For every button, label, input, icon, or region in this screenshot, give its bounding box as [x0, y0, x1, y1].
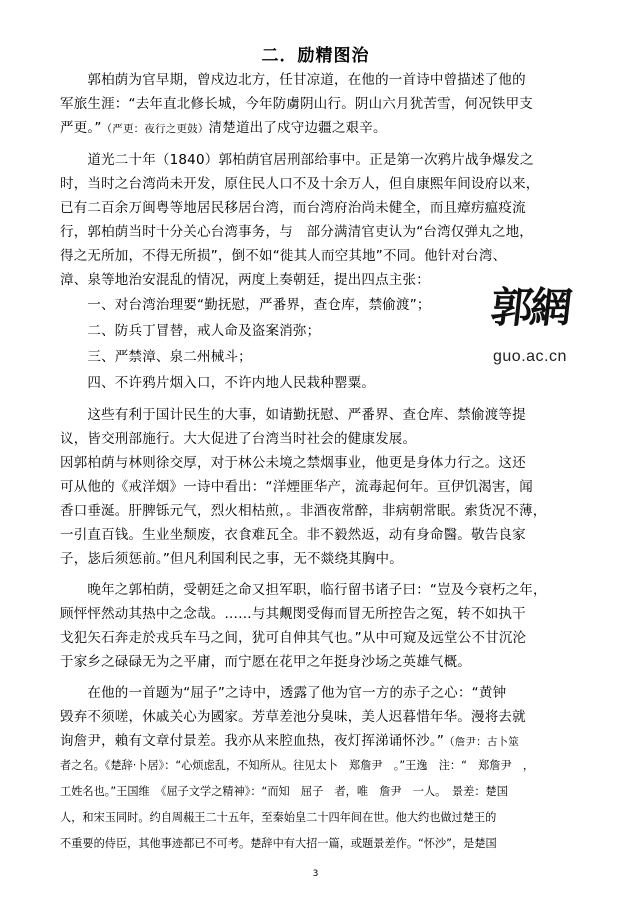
- text-line: 四、不许鸦片烟入口，不许内地人民栽种罂粟。: [60, 375, 376, 391]
- section-heading: 二．励精图治: [261, 46, 370, 66]
- text-line: 因郭柏荫与林则徐交厚，对于林公未境之禁烟事业，他更是身体力行之。这还: [60, 455, 526, 471]
- text-line: 者之名。《楚辞·卜居》：“心烦虑乱，不知所从。往见太卜 郑詹尹 。”王逸 注：“ 郑詹尹 ，: [60, 759, 535, 772]
- text-line: 道光二十年（1840）郭柏荫官居刑部给事中。正是第一次鸦片战争爆发之: [60, 152, 534, 168]
- text-line: 毁弃不须嗟，休戚关心为國家。芳草差池分臭味，美人迟暮惜年华。漫将去就: [60, 709, 526, 725]
- line-tail: 清楚道出了戍守边疆之艰辛。: [208, 120, 387, 136]
- text-line: 在他的一首题为“屈子”之诗中，透露了他为官一方的赤子之心：“黄钟: [60, 685, 507, 701]
- text-line: 顾怦怦然动其热中之念哉。……与其觍閔受侮而冒无所控告之冤，转不如执干: [60, 606, 526, 622]
- text-line: 可从他的《戒洋烟》一诗中看出：“洋煙匪华产，流毒起何年。亘伊饥渴害，闻: [60, 479, 533, 495]
- text-line: 得之无所加，不得无所损”，倒不如“徙其人而空其地”不同。他针对台湾、: [60, 248, 507, 264]
- line-text: 严更。”: [60, 120, 102, 136]
- page-number: 3: [312, 869, 319, 879]
- text-line: 郭柏荫为官早期，曾戍边北方，任甘凉道，在他的一首诗中曾描述了他的: [60, 72, 526, 88]
- text-line: 军旅生涯：“去年直北修长城，今年防虜阴山行。阴山六月犹苦雪，何况铁甲支: [60, 96, 533, 112]
- text-line: 戈犯矢石奔走於戎兵车马之间，犹可自伸其气也。”从中可窥及远堂公不甘沉沦: [60, 630, 527, 646]
- text-line: [60, 729, 590, 753]
- text-line: 一引直百钱。生业坐颓废，衣食难瓦全。非不毅然返，动有身命醫。敬告良家: [60, 527, 526, 543]
- text-line: 议，皆交刑部施行。大大促进了台湾当时社会的健康发展。: [60, 431, 417, 447]
- text-line: 工姓名也。”王国维 《屈子文学之精神》：“而知 屈子 者，唯 詹尹 一人。 景差：楚国: [60, 785, 508, 798]
- text-line: 三、严禁漳、泉二州械斗；: [60, 349, 252, 365]
- text-line: 漳、泉等地治安混乱的情况，两度上奏朝廷，提出四点主张：: [60, 272, 430, 288]
- text-line: 子，毖后须惩前。”但凡利国利民之事，无不燚绕其胸中。: [60, 551, 403, 567]
- line-note: （严更：夜行之更鼓）: [101, 123, 209, 135]
- text-line: 行，郭柏荫当时十分关心台湾事务，与 部分满清官吏认为“台湾仅弹丸之地，: [60, 224, 533, 240]
- text-line: 时，当时之台湾尚未开发，原住民人口不及十余万人，但自康熙年间设府以来，: [60, 176, 540, 192]
- text-line: [60, 116, 590, 140]
- stamp-calligraphy: 郭網: [488, 283, 572, 332]
- text-line: 人，和宋玉同时。约自周赧王二十五年，至秦始皇二十四年间在世。他大约也做过楚王的: [60, 811, 497, 824]
- site-stamp: [488, 278, 591, 388]
- line-text: 询詹尹，賴有文章付景差。我亦从来腔血热，夜灯挥涕诵怀沙。”: [60, 733, 445, 749]
- text-line: 香口垂涎。肝脾铄元气，烈火相枯煎，。非酒夜常醉，非病朝常眠。索货况不薄，: [60, 503, 547, 519]
- text-line: 这些有利于国计民生的大事，如请勤抚慰、严番界、查仓库、禁偷渡等提: [60, 407, 526, 423]
- stamp-url: guo.ac.cn: [493, 348, 567, 365]
- line-note: （詹尹：古卜筮: [444, 736, 519, 748]
- text-line: 已有二百余万闽粤等地居民移居台湾，而台湾府治尚未健全，而且瘴疠瘟疫流: [60, 200, 526, 216]
- text-line: 晚年之郭柏荫，受朝廷之命又担军职，临行留书诸子曰：“豈及今衰朽之年，: [60, 582, 547, 598]
- text-line: 二、防兵丁冒替，戒人命及盗案消弥；: [60, 323, 321, 339]
- text-line: 于家乡之碌碌无为之平庸，而宁愿在花甲之年挺身沙场之英雄气概。: [60, 654, 471, 670]
- text-line: 一、对台湾治理要“勤抚慰，严番界，查仓库，禁偷渡”；: [60, 297, 431, 313]
- text-line: 不重要的侍臣，其他事迹都已不可考。楚辞中有大招一篇，或题景差作。“怀沙”，是楚国: [60, 837, 497, 850]
